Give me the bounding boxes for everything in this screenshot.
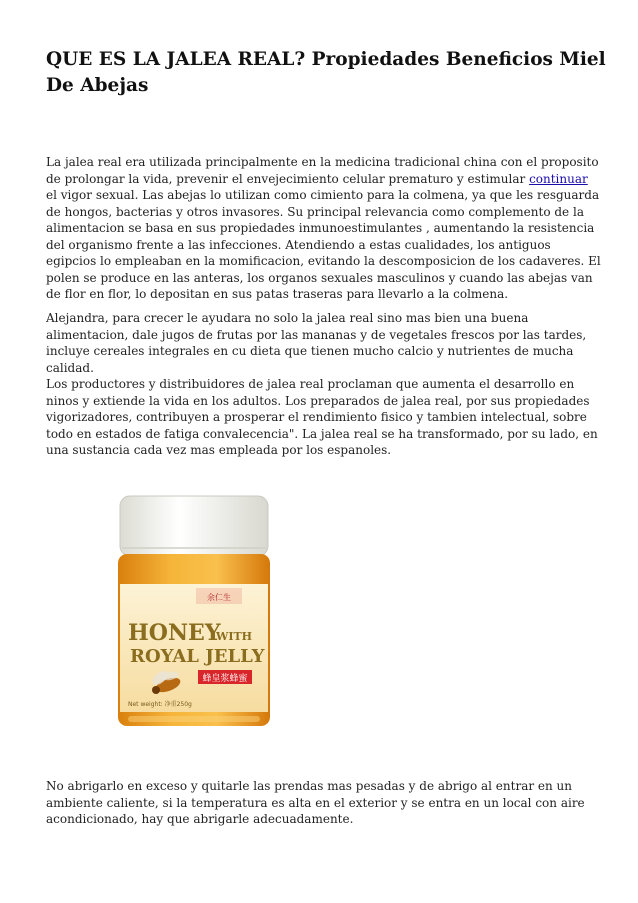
paragraph-2: Alejandra, para crecer le ayudara no solo la jalea real sino mas bien una buena alimentacion, dale jugos de frutas por las mananas y de vegetales frescos por las tardes, incluye cereales integrales en cu dieta que tienen mucho calcio y nutrientes de mucha calidad. (46, 311, 587, 375)
brand-small: 余仁生 (207, 593, 231, 602)
net-weight: Net weight: 净重250g (128, 701, 192, 708)
article-title: QUE ES LA JALEA REAL? Propiedades Beneficios Miel De Abejas (46, 49, 606, 96)
jar-lid (120, 496, 268, 556)
honey-jar-image (108, 490, 280, 735)
paragraph-3: Los productores y distribuidores de jalea real proclaman que aumenta el desarrollo en ninos y extiende la vida en los adultos. Los preparados de jalea real, por sus propiedades vigorizadores, contribuyen a prosperar el rendimiento fisico y tambien intelectual, sobre todo en estados de fatiga convalecencia". La jalea real se ha transformado, por su lado, en una sustancia cada vez mas empleada por los espanoles. (46, 377, 598, 457)
paragraph-1-text-a: La jalea real era utilizada principalmente en la medicina tradicional china con el proposito de prolongar la vida, prevenir el envejecimiento celular prematuro y estimular (46, 155, 599, 186)
paragraph-1 (46, 154, 602, 303)
label-royal-jelly: ROYAL JELLY (130, 646, 265, 667)
paragraph-1-text-b: el vigor sexual. Las abejas lo utilizan como cimiento para la colmena, ya que les resguarda de hongos, bacterias y otros invasores. Su principal relevancia como complemento de la alimentacion se basa en sus propiedades inmunoestimulantes , aumentando la resistencia del organismo frente a las infecciones. Atendiendo a estas cualidades, los antiguos egipcios lo empleaban en la momificacion, evitando la descomposicion de los cadaveres. El polen se produce en las anteras, los organos sexuales masculinos y cuando las abejas van de flor en flor, lo depositan en sus patas traseras para llevarlo a la colmena. (46, 188, 601, 301)
paragraph-4: No abrigarlo en exceso y quitarle las prendas mas pesadas y de abrigo al entrar en un ambiente caliente, si la temperatura es alta en el exterior y se entra en un local con aire acondicionado, hay que abrigarle adecuadamente. (46, 779, 585, 826)
chinese-label: 蜂皇浆蜂蜜 (202, 674, 248, 684)
label-with: WITH (216, 630, 253, 643)
label-honey: HONEY (128, 620, 221, 646)
continuar-link[interactable]: continuar (529, 171, 588, 186)
